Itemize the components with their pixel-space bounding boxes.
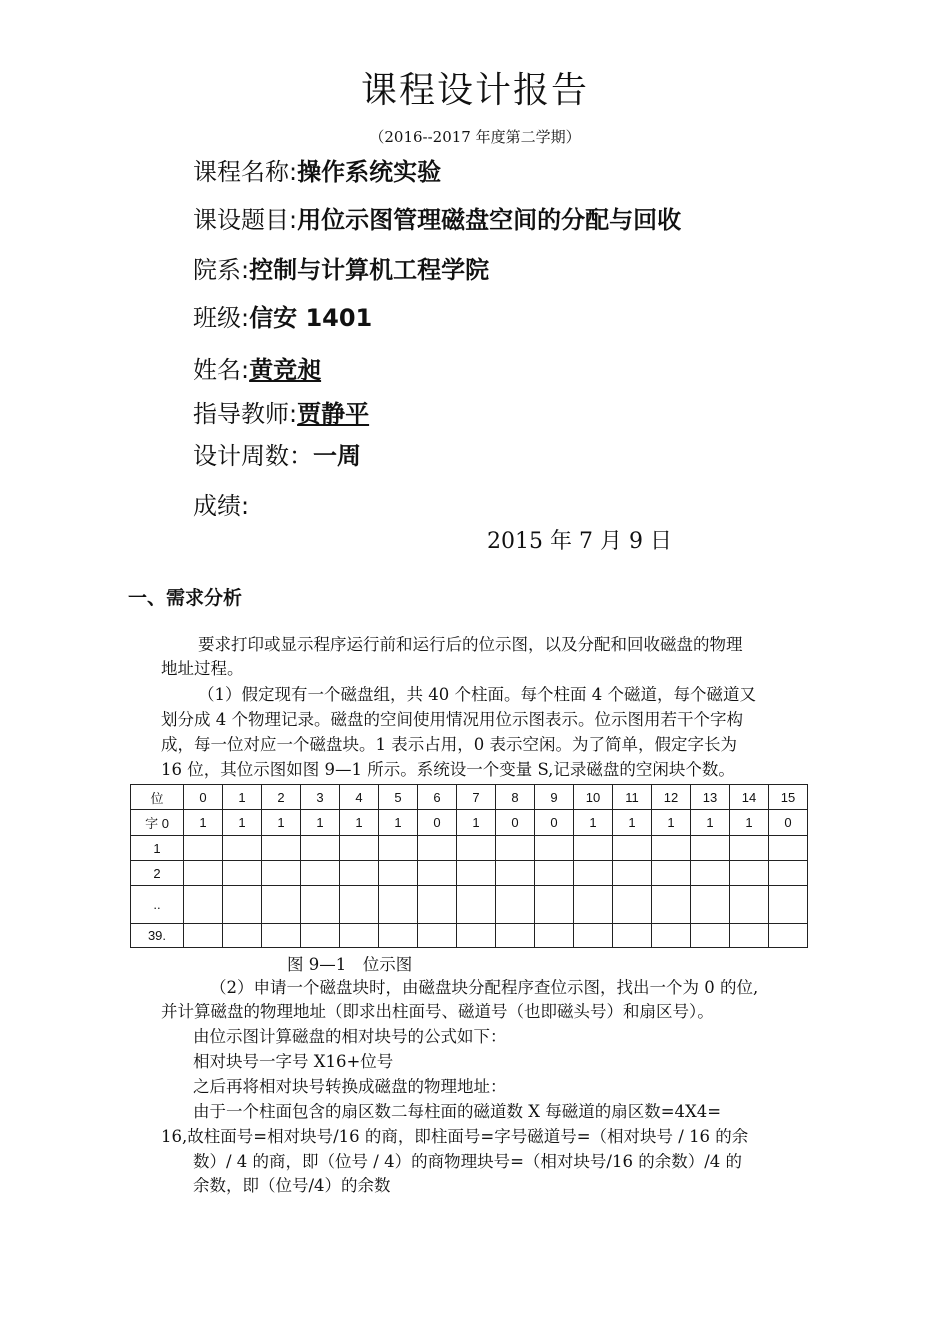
bit-cell: [613, 924, 652, 948]
bit-cell: [418, 924, 457, 948]
figure-caption: 图 9—1 位示图: [287, 955, 413, 974]
bit-cell: 1: [574, 810, 613, 836]
paragraph-line: 余数，即（位号/4）的余数: [193, 1176, 391, 1195]
bit-cell: 0: [535, 810, 574, 836]
bit-cell: [769, 836, 808, 861]
bit-number-cell: 11: [613, 785, 652, 810]
bit-cell: [652, 886, 691, 924]
bit-cell: [340, 886, 379, 924]
bit-cell: [301, 924, 340, 948]
design-weeks-value: 一周: [313, 442, 361, 470]
bit-cell: 1: [457, 810, 496, 836]
department-label: 院系:: [193, 256, 250, 284]
bit-cell: [730, 836, 769, 861]
bit-cell: [457, 924, 496, 948]
bit-cell: [535, 861, 574, 886]
bit-cell: 1: [223, 810, 262, 836]
department-value: 控制与计算机工程学院: [249, 256, 490, 284]
bit-cell: [340, 924, 379, 948]
bit-cell: [652, 924, 691, 948]
paragraph-line: 数）/ 4 的商，即（位号 / 4）的商物理块号=（相对块号/16 的余数）/4 的: [193, 1152, 743, 1171]
bit-cell: 1: [691, 810, 730, 836]
bit-cell: [496, 836, 535, 861]
bit-cell: [496, 861, 535, 886]
course-name-label: 课程名称:: [193, 158, 298, 186]
table-row: [131, 924, 808, 948]
bit-cell: [184, 836, 223, 861]
design-weeks-row: [193, 436, 361, 471]
bit-cell: [574, 886, 613, 924]
bit-cell: [184, 924, 223, 948]
bit-cell: [457, 886, 496, 924]
table-row: [131, 861, 808, 886]
bit-number-cell: 15: [769, 785, 808, 810]
grade-label: 成绩:: [193, 492, 250, 520]
bit-cell: [535, 836, 574, 861]
bit-cell: [769, 924, 808, 948]
bit-cell: [613, 861, 652, 886]
bit-cell: [574, 861, 613, 886]
bit-cell: [574, 924, 613, 948]
bit-cell: [613, 886, 652, 924]
bit-cell: [730, 861, 769, 886]
bit-cell: [418, 861, 457, 886]
bit-cell: 0: [418, 810, 457, 836]
bit-cell: [496, 886, 535, 924]
bit-cell: [613, 836, 652, 861]
bit-cell: [457, 861, 496, 886]
teacher-value: 贾静平: [297, 400, 370, 428]
bit-cell: [730, 924, 769, 948]
paragraph-line: 要求打印或显示程序运行前和运行后的位示图，以及分配和回收磁盘的物理: [198, 635, 743, 654]
report-title: 课程设计报告: [360, 70, 589, 111]
bit-cell: [652, 836, 691, 861]
bit-number-cell: 6: [418, 785, 457, 810]
bit-cell: [184, 886, 223, 924]
bit-number-cell: 10: [574, 785, 613, 810]
bit-cell: [769, 861, 808, 886]
paragraph-line: 16,故柱面号=相对块号/16 的商，即柱面号=字号磁道号=（相对块号 / 16 的余: [161, 1127, 749, 1146]
department-row: [193, 250, 489, 285]
class-value: 信安 1401: [249, 304, 373, 332]
bit-number-cell: 5: [379, 785, 418, 810]
bit-cell: [652, 861, 691, 886]
table-row: [131, 886, 808, 924]
bit-cell: [223, 886, 262, 924]
word-label-cell: 39.: [131, 924, 184, 948]
bit-cell: 1: [262, 810, 301, 836]
paragraph-line: 并计算磁盘的物理地址（即求出柱面号、磁道号（也即磁头号）和扇区号）。: [161, 1002, 714, 1021]
bit-cell: [691, 861, 730, 886]
bit-cell: [691, 924, 730, 948]
section-heading-requirements: 一、需求分析: [128, 587, 243, 609]
teacher-label: 指导教师:: [193, 400, 298, 428]
bit-cell: 1: [184, 810, 223, 836]
bit-cell: [184, 861, 223, 886]
bit-cell: [340, 836, 379, 861]
design-topic-row: [193, 200, 681, 235]
word-label-cell: 字 0: [131, 810, 184, 836]
student-name-value: 黄竞昶: [249, 356, 322, 384]
bit-cell: 0: [769, 810, 808, 836]
bit-cell: [496, 924, 535, 948]
table-row: [131, 810, 808, 836]
paragraph-line: 相对块号一字号 X16+位号: [193, 1052, 394, 1071]
table-row: [131, 836, 808, 861]
bit-cell: 1: [301, 810, 340, 836]
bit-cell: [379, 886, 418, 924]
course-name-value: 操作系统实验: [297, 158, 442, 186]
bit-number-cell: 13: [691, 785, 730, 810]
paragraph-line: 之后再将相对块号转换成磁盘的物理地址：: [193, 1077, 507, 1096]
bit-cell: 1: [613, 810, 652, 836]
bit-number-cell: 8: [496, 785, 535, 810]
bit-cell: [379, 861, 418, 886]
word-label-cell: ..: [131, 886, 184, 924]
student-name-row: [193, 350, 321, 385]
bit-cell: [223, 861, 262, 886]
design-weeks-label: 设计周数：: [193, 442, 313, 470]
bit-cell: [418, 836, 457, 861]
bit-cell: [769, 886, 808, 924]
paragraph-line: 成，每一位对应一个磁盘块。1 表示占用，0 表示空闲。为了简单，假定字长为: [161, 735, 737, 754]
bit-cell: 1: [379, 810, 418, 836]
course-name-row: [193, 152, 441, 187]
bit-number-cell: 12: [652, 785, 691, 810]
word-label-cell: 1: [131, 836, 184, 861]
bit-number-cell: 1: [223, 785, 262, 810]
design-topic-value: 用位示图管理磁盘空间的分配与回收: [297, 206, 682, 234]
bit-cell: [730, 886, 769, 924]
bit-number-cell: 4: [340, 785, 379, 810]
bit-number-cell: 7: [457, 785, 496, 810]
bit-cell: [340, 861, 379, 886]
bit-cell: [691, 886, 730, 924]
bit-number-cell: 3: [301, 785, 340, 810]
bit-cell: [535, 924, 574, 948]
report-date: 2015 年 7 月 9 日: [487, 529, 672, 554]
bit-cell: [223, 836, 262, 861]
paragraph-line: 由于一个柱面包含的扇区数二每柱面的磁道数 X 每磁道的扇区数=4X4=: [193, 1102, 722, 1121]
bit-cell: [418, 886, 457, 924]
bitmap-table: [130, 784, 808, 948]
table-header-row: [131, 785, 808, 810]
bit-number-cell: 9: [535, 785, 574, 810]
paragraph-line: 由位示图计算磁盘的相对块号的公式如下：: [193, 1027, 507, 1046]
class-label: 班级:: [193, 304, 250, 332]
table-header-cell: 位: [131, 785, 184, 810]
paragraph-line: （2）申请一个磁盘块时，由磁盘块分配程序查位示图，找出一个为 0 的位,: [210, 978, 759, 997]
bit-cell: 0: [496, 810, 535, 836]
bit-cell: [457, 836, 496, 861]
bit-cell: [301, 861, 340, 886]
bit-number-cell: 14: [730, 785, 769, 810]
bit-cell: [262, 924, 301, 948]
bit-cell: [535, 886, 574, 924]
bit-number-cell: 2: [262, 785, 301, 810]
teacher-row: [193, 394, 369, 429]
student-name-label: 姓名:: [193, 356, 250, 384]
paragraph-line: （1）假定现有一个磁盘组，共 40 个柱面。每个柱面 4 个磁道，每个磁道又: [198, 685, 756, 704]
bit-cell: [262, 836, 301, 861]
bit-cell: 1: [730, 810, 769, 836]
bit-cell: 1: [340, 810, 379, 836]
bit-cell: [379, 836, 418, 861]
bit-cell: [301, 886, 340, 924]
bit-cell: 1: [652, 810, 691, 836]
bit-cell: [379, 924, 418, 948]
paragraph-line: 地址过程。: [161, 659, 244, 678]
class-row: [193, 298, 372, 333]
grade-row: [193, 486, 249, 521]
design-topic-label: 课设题目:: [193, 206, 298, 234]
paragraph-line: 16 位，其位示图如图 9—1 所示。系统设一个变量 S,记录磁盘的空闲块个数。: [161, 760, 735, 779]
word-label-cell: 2: [131, 861, 184, 886]
bit-cell: [301, 836, 340, 861]
bit-number-cell: 0: [184, 785, 223, 810]
academic-term: （2016--2017 年度第二学期）: [369, 128, 581, 146]
bit-cell: [223, 924, 262, 948]
bit-cell: [262, 886, 301, 924]
bit-cell: [574, 836, 613, 861]
bit-cell: [262, 861, 301, 886]
paragraph-line: 划分成 4 个物理记录。磁盘的空间使用情况用位示图表示。位示图用若干个字构: [161, 710, 743, 729]
bit-cell: [691, 836, 730, 861]
